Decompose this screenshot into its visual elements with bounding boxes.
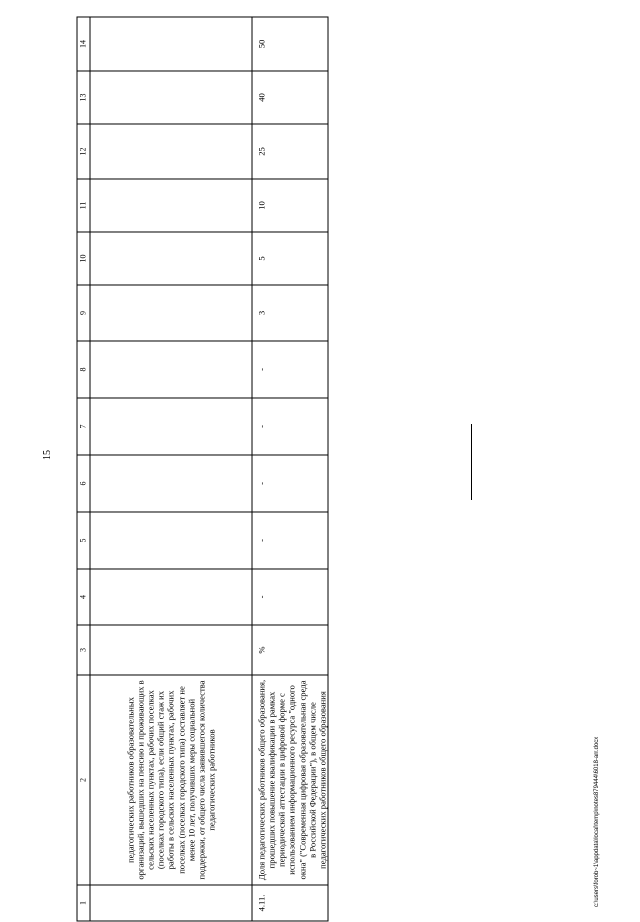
column-number: 13	[77, 71, 90, 124]
column-number: 12	[77, 124, 90, 179]
value-cell	[90, 341, 252, 398]
value-cell: -	[252, 341, 328, 398]
column-number: 9	[77, 285, 90, 341]
row-number: 4.11.	[252, 885, 328, 921]
table-row-4-11	[252, 17, 328, 921]
column-number: 6	[77, 455, 90, 512]
column-number: 8	[77, 341, 90, 398]
value-cell	[90, 455, 252, 512]
value-cell: 25	[252, 124, 328, 179]
column-number: 10	[77, 232, 90, 285]
value-cell: 10	[252, 179, 328, 232]
value-cell: -	[252, 569, 328, 625]
unit-cell	[90, 625, 252, 675]
value-cell	[90, 569, 252, 625]
value-cell	[90, 17, 252, 71]
indicator-text: педагогических работников образовательных организаций, вышедших на пенсию и проживающих в сельских населенных пунктах, рабочих поселках (поселках городского типа), если общий стаж их работы в сельских населенных пунктах, рабочих поселках (поселках городского типа) составляет не менее 10 лет, получивших меры социальной поддержки, от общего числа заявившегося количества педагогических работников	[90, 675, 252, 885]
value-cell: -	[252, 512, 328, 569]
value-cell	[90, 124, 252, 179]
column-number: 14	[77, 17, 90, 71]
row-number	[90, 885, 252, 921]
column-number: 4	[77, 569, 90, 625]
column-number: 7	[77, 398, 90, 455]
column-number-row	[77, 17, 90, 921]
value-cell: -	[252, 455, 328, 512]
value-cell: -	[252, 398, 328, 455]
page-number: 15	[42, 450, 53, 460]
column-number: 2	[77, 675, 90, 885]
indicator-text: Доля педагогических работников общего образования, прошедших повышение квалификации в рамках периодической аттестации в цифровой форме с использованием информационного ресурса "одного окна" ("Современная цифровая образовательная среда в Российской Федерации"), в общем числе педагогических работников общего образования	[252, 675, 328, 885]
value-cell: 5	[252, 232, 328, 285]
footer-file-path: c:\users\forob~1\appdata\local\temp\notes879444\6018-arr.docx	[594, 736, 600, 907]
unit-cell: %	[252, 625, 328, 675]
value-cell: 40	[252, 71, 328, 124]
column-number: 1	[77, 885, 90, 921]
value-cell	[90, 179, 252, 232]
table-row-continued	[90, 17, 252, 921]
value-cell	[90, 285, 252, 341]
column-number: 3	[77, 625, 90, 675]
indicators-table	[77, 16, 329, 921]
value-cell: 3	[252, 285, 328, 341]
column-number: 11	[77, 179, 90, 232]
value-cell: 50	[252, 17, 328, 71]
value-cell	[90, 71, 252, 124]
value-cell	[90, 232, 252, 285]
value-cell	[90, 398, 252, 455]
column-number: 5	[77, 512, 90, 569]
value-cell	[90, 512, 252, 569]
